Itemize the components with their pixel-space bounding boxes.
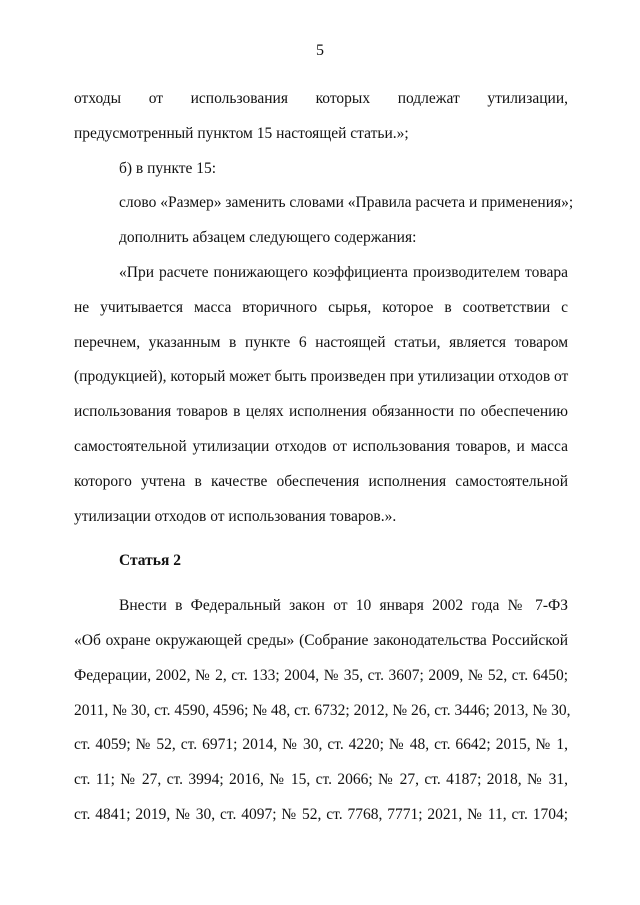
- text-line: не учитывается масса вторичного сырья, которое в соответствии с: [74, 298, 568, 316]
- text-line: отходы от использования которых подлежат утилизации,: [74, 90, 568, 107]
- paragraph: [74, 186, 574, 221]
- text-line: дополнить абзацем следующего содержания:: [119, 229, 417, 247]
- text-line: ст. 4841; 2019, № 30, ст. 4097; № 52, ст. 7768, 7771; 2021, № 11, ст. 1704;: [74, 805, 568, 823]
- text-line: самостоятельной утилизации отходов от использования товаров, и масса: [74, 437, 568, 455]
- text-line: ст. 4059; № 52, ст. 6971; 2014, № 30, ст. 4220; № 48, ст. 6642; 2015, № 1,: [74, 736, 568, 754]
- text-line: ст. 11; № 27, ст. 3994; 2016, № 15, ст. 2066; № 27, ст. 4187; 2018, № 31,: [74, 771, 568, 789]
- text-line: которого учтена в качестве обеспечения исполнения самостоятельной: [74, 472, 568, 490]
- page-number: 5: [316, 42, 324, 59]
- text-line: Внести в Федеральный закон от 10 января 2002 года № 7-ФЗ: [119, 597, 568, 615]
- section-gap: [74, 534, 568, 544]
- text-line: Федерации, 2002, № 2, ст. 133; 2004, № 35, ст. 3607; 2009, № 52, ст. 6450;: [74, 666, 568, 684]
- article-heading: [74, 544, 568, 579]
- text-line: (продукцией), который может быть произведен при утилизации отходов от: [74, 368, 569, 386]
- paragraph: [74, 82, 568, 152]
- text-line: «Об охране окружающей среды» (Собрание законодательства Российской: [74, 631, 568, 649]
- text-line: б) в пункте 15:: [119, 159, 217, 177]
- paragraph: [74, 589, 571, 833]
- document-body: [74, 82, 574, 833]
- text-line: «При расчете понижающего коэффициента производителем товара: [119, 263, 568, 281]
- section-gap: [74, 579, 568, 589]
- text-line: слово «Размер» заменить словами «Правила расчета и применения»;: [119, 194, 574, 212]
- paragraph: [74, 256, 568, 534]
- text-line: предусмотренный пунктом 15 настоящей статьи.»;: [74, 124, 409, 142]
- text-line: Статья 2: [119, 552, 181, 570]
- paragraph: [74, 152, 568, 187]
- text-line: утилизации отходов от использования товаров.».: [74, 507, 397, 525]
- text-line: 2011, № 30, ст. 4590, 4596; № 48, ст. 6732; 2012, № 26, ст. 3446; 2013, № 30,: [74, 701, 571, 719]
- text-line: перечнем, указанным в пункте 6 настоящей статьи, является товаром: [74, 333, 568, 351]
- paragraph: [74, 221, 568, 256]
- text-line: использования товаров в целях исполнения обязанности по обеспечению: [74, 403, 568, 421]
